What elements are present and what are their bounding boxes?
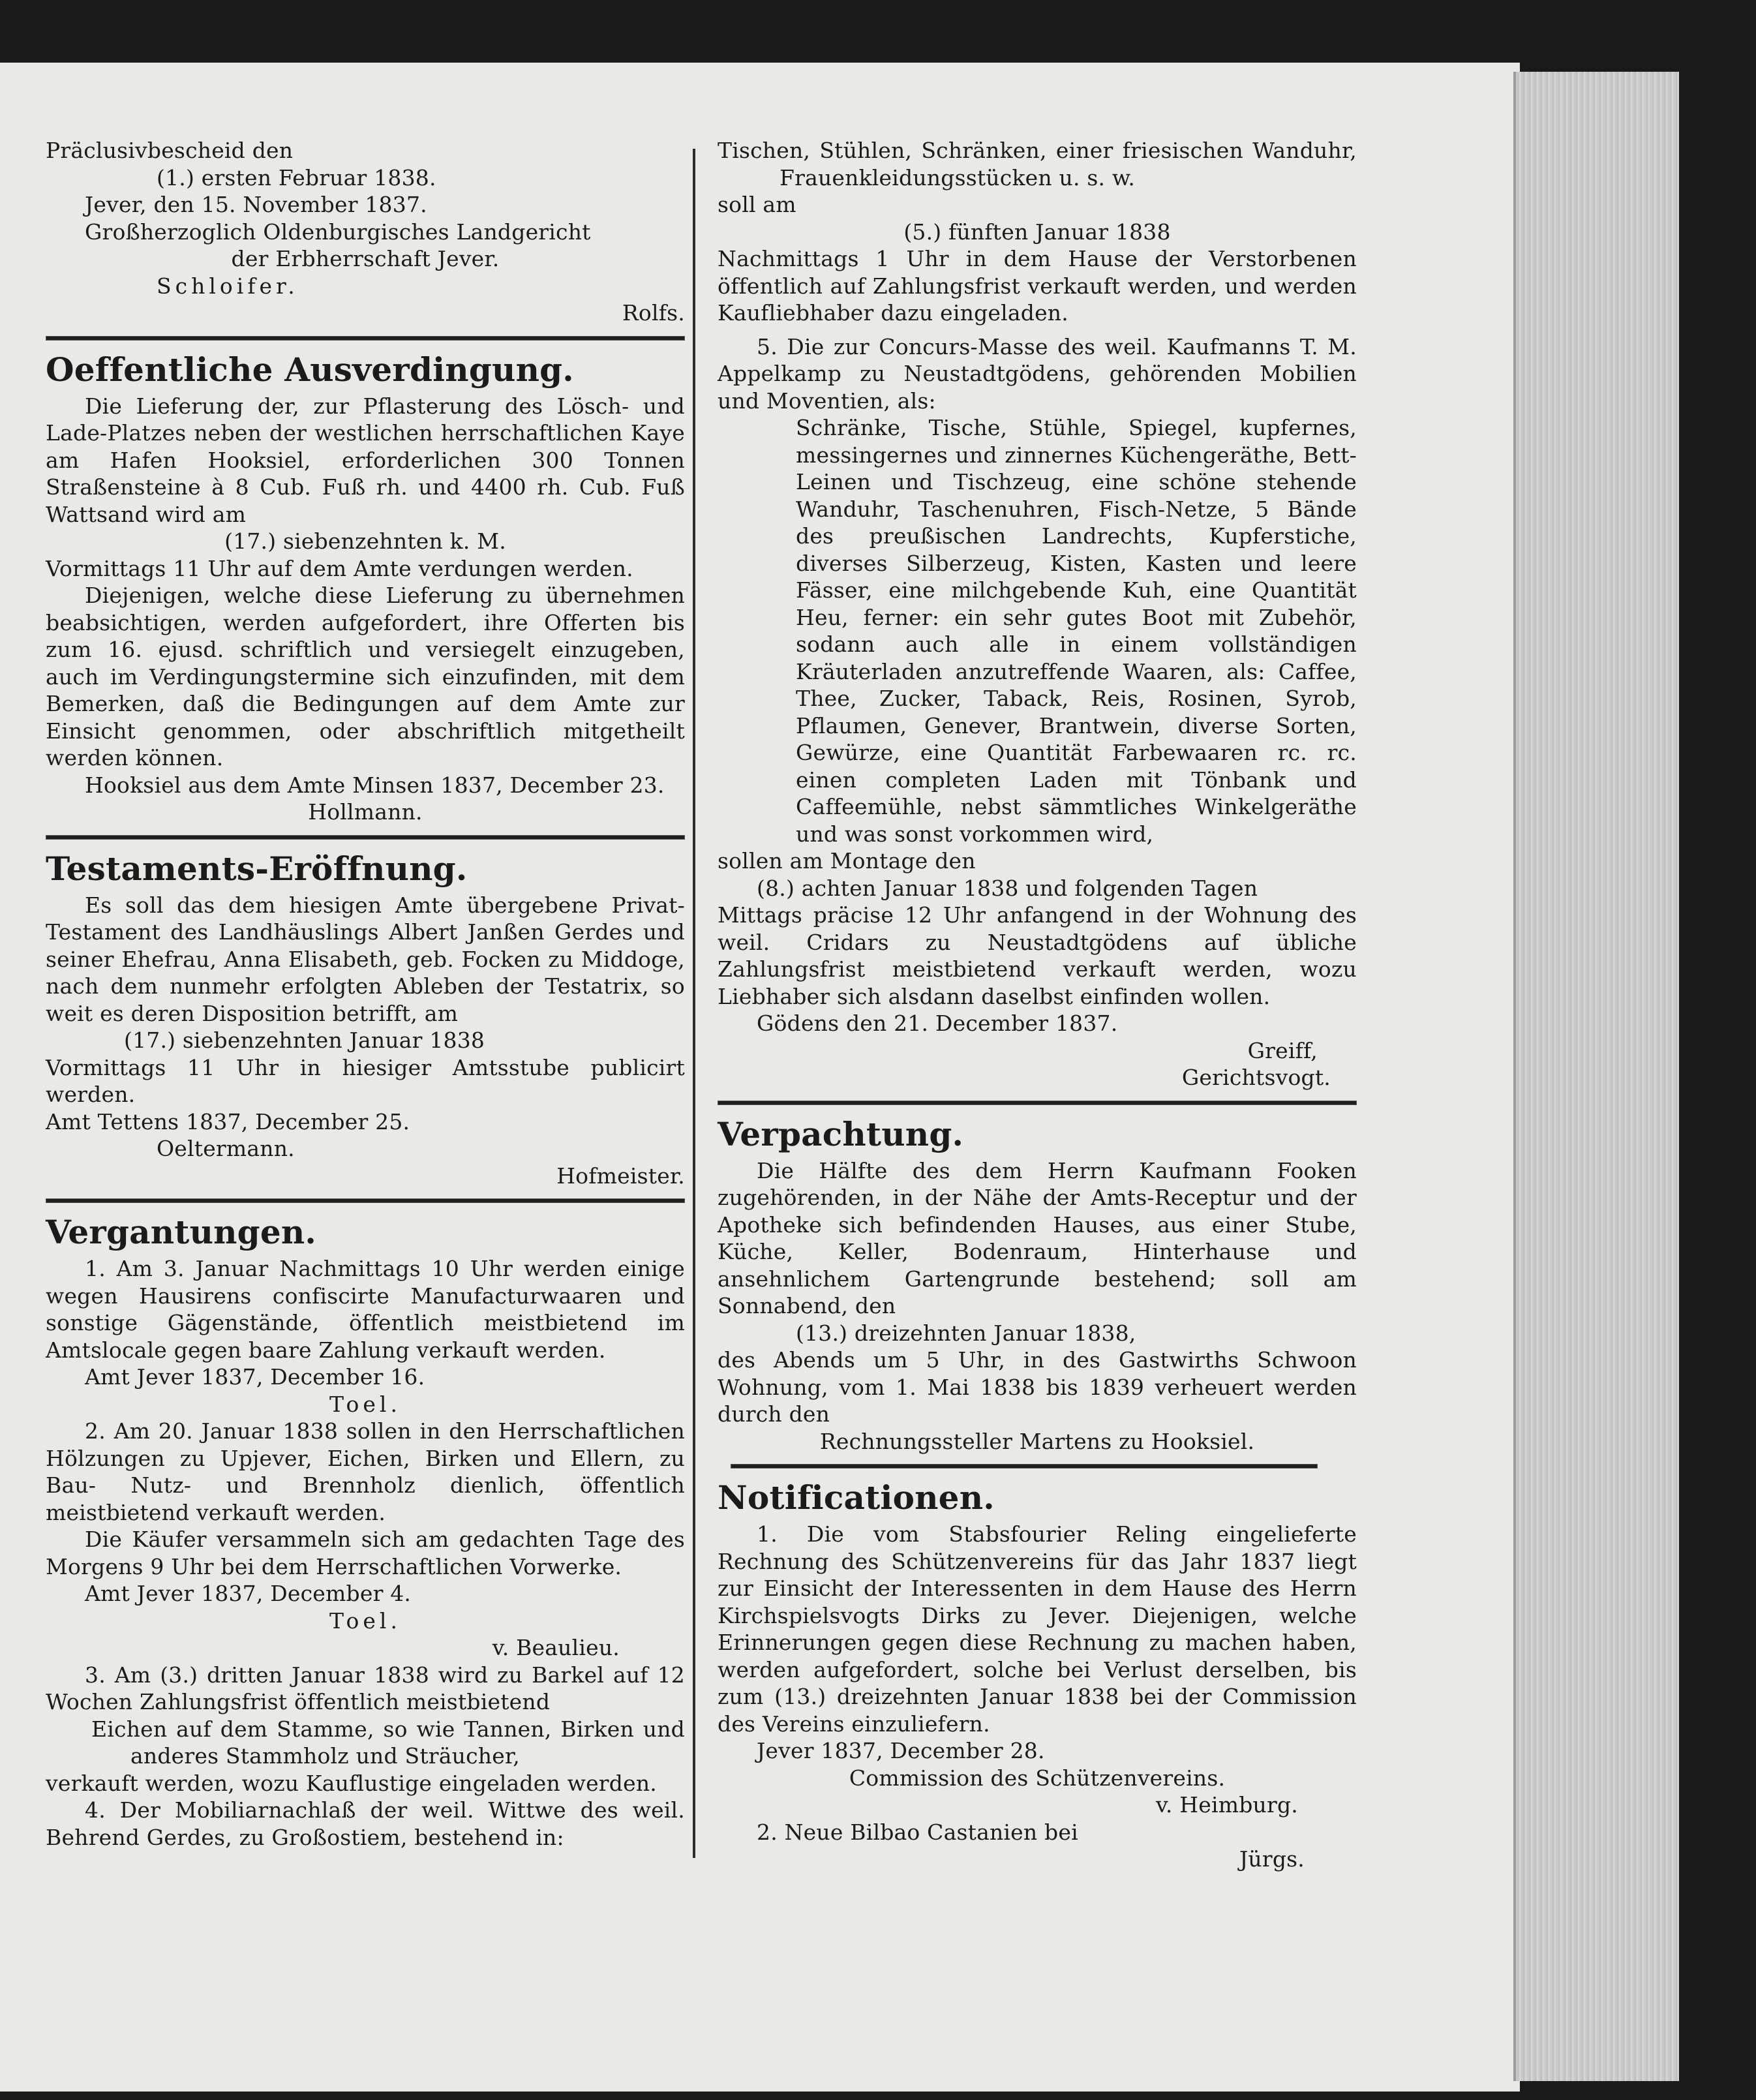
vergantung-item-3c: verkauft werden, wozu Kauflustige eingeladen werden. xyxy=(46,1770,657,1796)
ausverdingung-paragraph-3: Diejenigen, welche diese Lieferung zu übernehmen beabsichtigen, werden aufgefordert, ihre Offerten bis zum 16. ejusd. schriftlich und versiegelt einzugeben, auch im Verdingungstermine sich einzufinden, mit dem Bemerken, daß die Bedingungen auf dem Amte zur Einsicht genommen, oder abschriftlich mitgetheilt werden können. xyxy=(46,583,685,770)
notification-1-signer-1: Commission des Schützenvereins. xyxy=(849,1765,1226,1791)
praeclusion-signer-2: Rolfs. xyxy=(622,300,685,326)
ausverdingung-place: Hooksiel aus dem Amte Minsen 1837, December 23. xyxy=(85,772,665,798)
section-rule xyxy=(731,1464,1318,1468)
vergantung-item-1-signer: Toel. xyxy=(329,1391,401,1417)
praeclusion-line-1: Präclusivbescheid den xyxy=(46,138,294,163)
testament-place: Amt Tettens 1837, December 25. xyxy=(46,1108,410,1134)
praeclusion-date: (1.) ersten Februar 1838. xyxy=(157,164,436,190)
praeclusion-place: Jever, den 15. November 1837. xyxy=(85,192,427,217)
item-5-signer-1: Greiff, xyxy=(1247,1037,1318,1063)
book-page-edges xyxy=(1513,72,1679,2081)
ausverdingung-paragraph-1: Die Lieferung der, zur Pflasterung des Lösch- und Lade-Platzes neben der westlichen herrschaftlichen Kaye am Hafen Hooksiel, erforderlichen 300 Tonnen Straßensteine à 8 Cub. Fuß rh. und 4400 rh. Cub. Fuß Wattsand wird am xyxy=(46,393,685,527)
section-rule xyxy=(46,1198,685,1203)
left-column xyxy=(46,137,685,1851)
notification-2-signer: Jürgs. xyxy=(1239,1846,1305,1872)
verpachtung-paragraph-1: Die Hälfte des dem Herrn Kaufmann Fooken zugehörenden, in der Nähe der Amts-Receptur und der Apotheke sich befindenden Hauses, aus einer Stube, Küche, Keller, Bodenraum, Hinterhause und ansehnlichem Gartengrunde bestehend; soll am Sonnabend, den xyxy=(718,1157,1357,1318)
vergantung-item-2-signer-1: Toel. xyxy=(329,1607,401,1634)
spacer xyxy=(718,327,1357,333)
ausverdingung-signer: Hollmann. xyxy=(308,799,423,825)
vergantung-item-2-signer-2: v. Beaulieu. xyxy=(492,1635,620,1660)
testament-date: (17.) siebenzehnten Januar 1838 xyxy=(124,1027,485,1053)
section-title-vergantungen: Vergantungen. xyxy=(46,1213,317,1251)
vergantung-item-3a: 3. Am (3.) dritten Januar 1838 wird zu Barkel auf 12 Wochen Zahlungsfrist öffentlich meistbietend xyxy=(46,1662,685,1714)
notification-1-signer-2: v. Heimburg. xyxy=(1155,1792,1298,1818)
vergantung-item-4: 4. Der Mobiliarnachlaß der weil. Wittwe des weil. Behrend Gerdes, zu Großostiem, bestehend in: xyxy=(46,1797,685,1850)
section-rule xyxy=(46,336,685,341)
vergantung-item-2: 2. Am 20. Januar 1838 sollen in den Herrschaftlichen Hölzungen zu Upjever, Eichen, Birken und Ellern, zu Bau- Nutz- und Brennholz dienlich, öffentlich meistbietend verkauft werden. xyxy=(46,1418,685,1525)
section-title-testament: Testaments-Eröffnung. xyxy=(46,849,468,888)
continuation-line-1: Tischen, Stühlen, Schränken, einer friesischen Wanduhr, Frauenkleidungsstücken u. s. w. xyxy=(718,138,1357,190)
item-5-list: Schränke, Tische, Stühle, Spiegel, kupfernes, messingernes und zinnernes Küchengeräthe, Bett-Leinen und Tischzeug, eine schöne stehende Wanduhr, Taschenuhren, Fisch-Netze, 5 Bände des preußischen Landrechts, Kupferstiche, diverses Silberzeug, Kisten, Kasten und leere Fässer, eine milchgebende Kuh, eine Quantität Heu, ferner: ein sehr gutes Boot mit Zubehör, sodann auch alle in einem vollständigen Kräuterladen anzutreffende Waaren, als: Caffee, Thee, Zucker, Taback, Reis, Rosinen, Syrob, Pflaumen, Genever, Brantwein, diverse Sorten, Gewürze, eine Quantität Farbewaaren rc. rc. einen completen Laden mit Tönbank und Caffeemühle, nebst sämmtliches Winkelgeräthe und was sonst vorkommen wird, xyxy=(796,415,1357,847)
testament-paragraph-2: Vormittags 11 Uhr in hiesiger Amtsstube publicirt werden. xyxy=(46,1054,685,1107)
item-5-signer-2: Gerichtsvogt. xyxy=(1181,1065,1331,1090)
praeclusion-signer-1: Schloifer. xyxy=(157,273,299,299)
item-5-paragraph: Mittags präcise 12 Uhr anfangend in der Wohnung des weil. Cridars zu Neustadtgödens auf übliche Zahlungsfrist meistbietend verkauft werden, wozu Liebhaber sich alsdann daselbst einfinden wollen. xyxy=(718,902,1357,1009)
praeclusion-court: Großherzoglich Oldenburgisches Landgericht xyxy=(85,219,591,245)
section-title-verpachtung: Verpachtung. xyxy=(718,1114,964,1153)
vergantung-item-1-place: Amt Jever 1837, December 16. xyxy=(85,1364,425,1390)
notification-2: 2. Neue Bilbao Castanien bei xyxy=(757,1819,1078,1845)
ausverdingung-date: (17.) siebenzehnten k. M. xyxy=(224,528,506,554)
item-5-intro: 5. Die zur Concurs-Masse des weil. Kaufmanns T. M. Appelkamp zu Neustadtgödens, gehörenden Mobilien und Moventien, als: xyxy=(718,333,1357,414)
testament-paragraph-1: Es soll das dem hiesigen Amte übergebene Privat-Testament des Landhäuslings Albert Janßen Gerdes und seiner Ehefrau, Anna Elisabeth, geb. Focken zu Middoge, nach dem nunmehr erfolgten Ableben der Testatrix, so weit es deren Disposition betrifft, am xyxy=(46,892,685,1026)
testament-signer-2: Hofmeister. xyxy=(556,1163,685,1189)
section-title-notificationen: Notificationen. xyxy=(718,1478,995,1517)
continuation-date: (5.) fünften Januar 1838 xyxy=(903,219,1171,245)
section-rule xyxy=(718,1101,1357,1105)
column-divider xyxy=(693,149,695,1858)
vergantung-item-2-place: Amt Jever 1837, December 4. xyxy=(85,1581,412,1606)
item-5-line: sollen am Montage den xyxy=(718,848,976,874)
item-5-place: Gödens den 21. December 1837. xyxy=(757,1011,1118,1036)
vergantung-item-3b: Eichen auf dem Stamme, so wie Tannen, Birken und anderes Stammholz und Sträucher, xyxy=(91,1716,685,1769)
testament-signer-1: Oeltermann. xyxy=(157,1136,295,1161)
section-title-ausverdingung: Oeffentliche Ausverdingung. xyxy=(46,350,574,389)
vergantung-item-2b: Die Käufer versammeln sich am gedachten Tage des Morgens 9 Uhr bei dem Herrschaftlichen Vorwerke. xyxy=(46,1527,685,1579)
verpachtung-date: (13.) dreizehnten Januar 1838, xyxy=(796,1320,1136,1346)
vergantung-item-1: 1. Am 3. Januar Nachmittags 10 Uhr werden einige wegen Hausirens confiscirte Manufacturwaaren und sonstige Gägenstände, öffentlich meistbietend im Amtslocale gegen baare Zahlung verkauft werden. xyxy=(46,1256,685,1363)
praeclusion-court-2: der Erbherrschaft Jever. xyxy=(231,246,500,271)
section-rule xyxy=(46,835,685,840)
verpachtung-paragraph-2: des Abends um 5 Uhr, in des Gastwirths Schwoon Wohnung, vom 1. Mai 1838 bis 1839 verheuert werden durch den xyxy=(718,1347,1357,1427)
right-column xyxy=(718,137,1357,1873)
continuation-paragraph: Nachmittags 1 Uhr in dem Hause der Verstorbenen öffentlich auf Zahlungsfrist verkauft werden, und werden Kaufliebhaber dazu eingeladen. xyxy=(718,246,1357,326)
item-5-date: (8.) achten Januar 1838 und folgenden Tagen xyxy=(757,875,1258,901)
notification-1-place: Jever 1837, December 28. xyxy=(757,1738,1045,1763)
continuation-line-2: soll am xyxy=(718,192,796,217)
ausverdingung-paragraph-2: Vormittags 11 Uhr auf dem Amte verdungen werden. xyxy=(46,555,633,581)
verpachtung-signer: Rechnungssteller Martens zu Hooksiel. xyxy=(819,1428,1255,1454)
notification-1: 1. Die vom Stabsfourier Reling eingelieferte Rechnung des Schützenvereins für das Jahr 1837 liegt zur Einsicht der Interessenten in dem Hause des Herrn Kirchspielsvogts Dirks zu Jever. Diejenigen, welche Erinnerungen gegen diese Rechnung zu machen haben, werden aufgefordert, solche bei Verlust derselben, bis zum (13.) dreizehnten Januar 1838 bei der Commission des Vereins einzuliefern. xyxy=(718,1521,1357,1737)
